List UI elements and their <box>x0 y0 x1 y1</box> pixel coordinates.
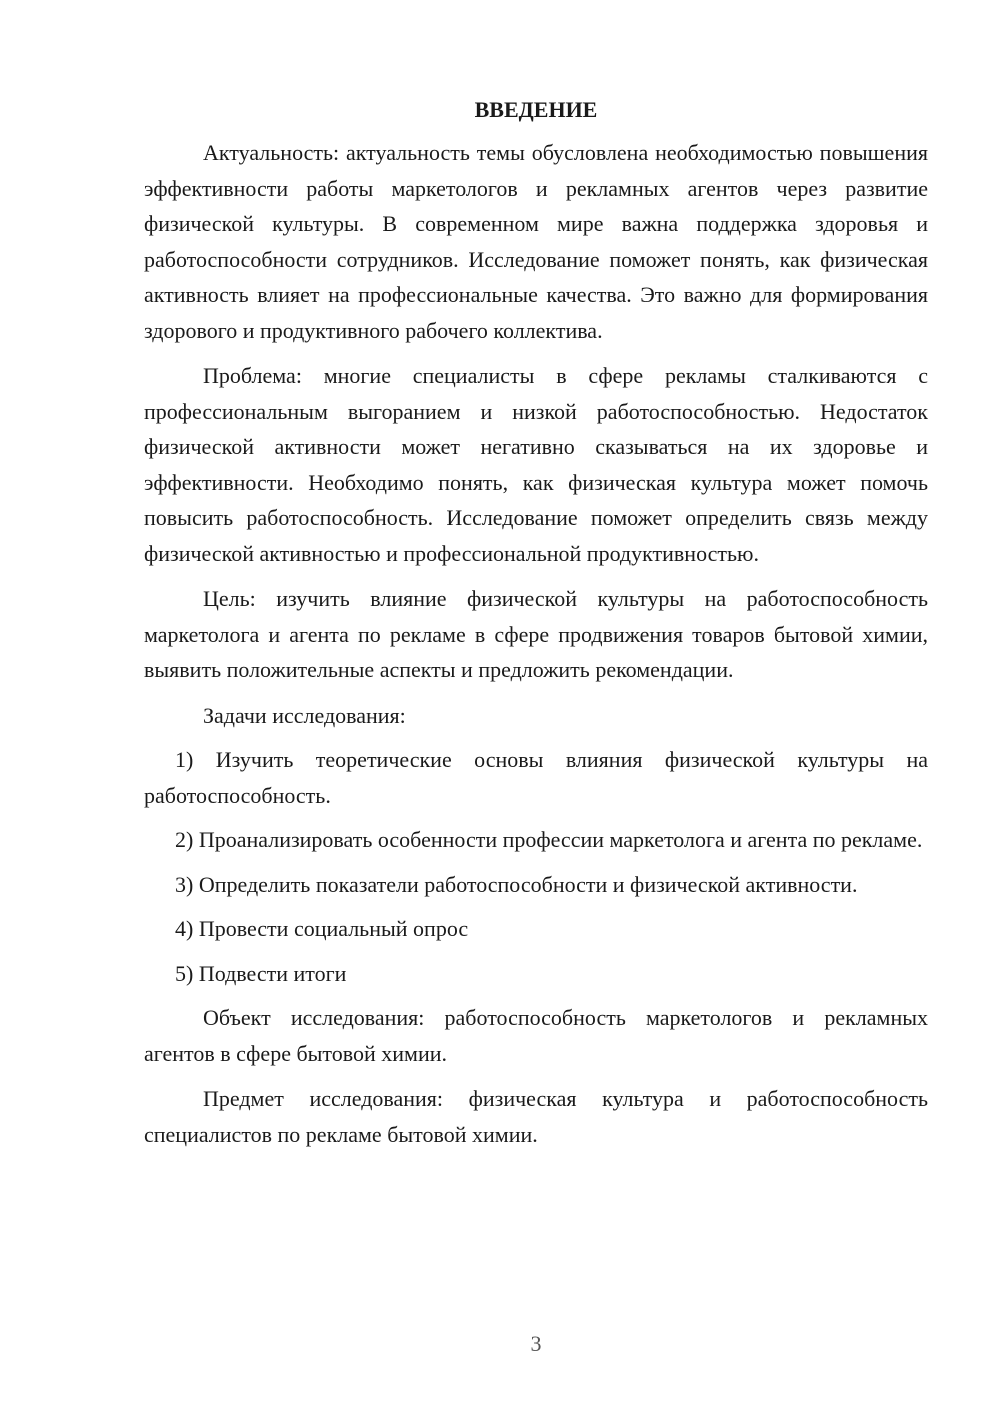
page-number: 3 <box>530 1331 542 1356</box>
task-item-3: 3) Определить показатели работоспособности и физической активности. <box>175 871 858 897</box>
section-heading: ВВЕДЕНИЕ <box>474 97 598 122</box>
goal-paragraph: Цель: изучить влияние физической культуры на работоспособность маркетолога и агента по рекламе в сфере продвижения товаров бытовой химии, выявить положительные аспекты и предложить рекомендации. <box>144 586 928 682</box>
task-item-4: 4) Провести социальный опрос <box>175 916 469 941</box>
task-item-2: 2) Проанализировать особенности профессии маркетолога и агента по рекламе. <box>175 827 923 852</box>
page-content <box>144 95 928 1162</box>
task-item-5: 5) Подвести итоги <box>175 960 347 986</box>
task-item-1: 1) Изучить теоретические основы влияния физической культуры на работоспособность. <box>144 747 928 808</box>
tasks-title: Задачи исследования: <box>203 702 406 728</box>
object-paragraph: Объект исследования: работоспособность маркетологов и рекламных агентов в сфере бытовой химии. <box>144 1005 928 1066</box>
relevance-paragraph: Актуальность: актуальность темы обусловлена необходимостью повышения эффективности работы маркетологов и рекламных агентов через развитие физической культуры. В современном мире важна поддержка здоровья и работоспособности сотрудников. Исследование поможет понять, как физическая активность влияет на профессиональные качества. Это важно для формирования здорового и продуктивного рабочего коллектива. <box>144 140 928 343</box>
subject-paragraph: Предмет исследования: физическая культура и работоспособность специалистов по рекламе бытовой химии. <box>144 1086 928 1147</box>
problem-paragraph: Проблема: многие специалисты в сфере рекламы сталкиваются с профессиональным выгоранием и низкой работоспособностью. Недостаток физической активности может негативно сказываться на их здоровье и эффективности. Необходимо понять, как физическая культура может помочь повысить работоспособность. Исследование поможет определить связь между физической активностью и профессиональной продуктивностью. <box>144 363 928 566</box>
